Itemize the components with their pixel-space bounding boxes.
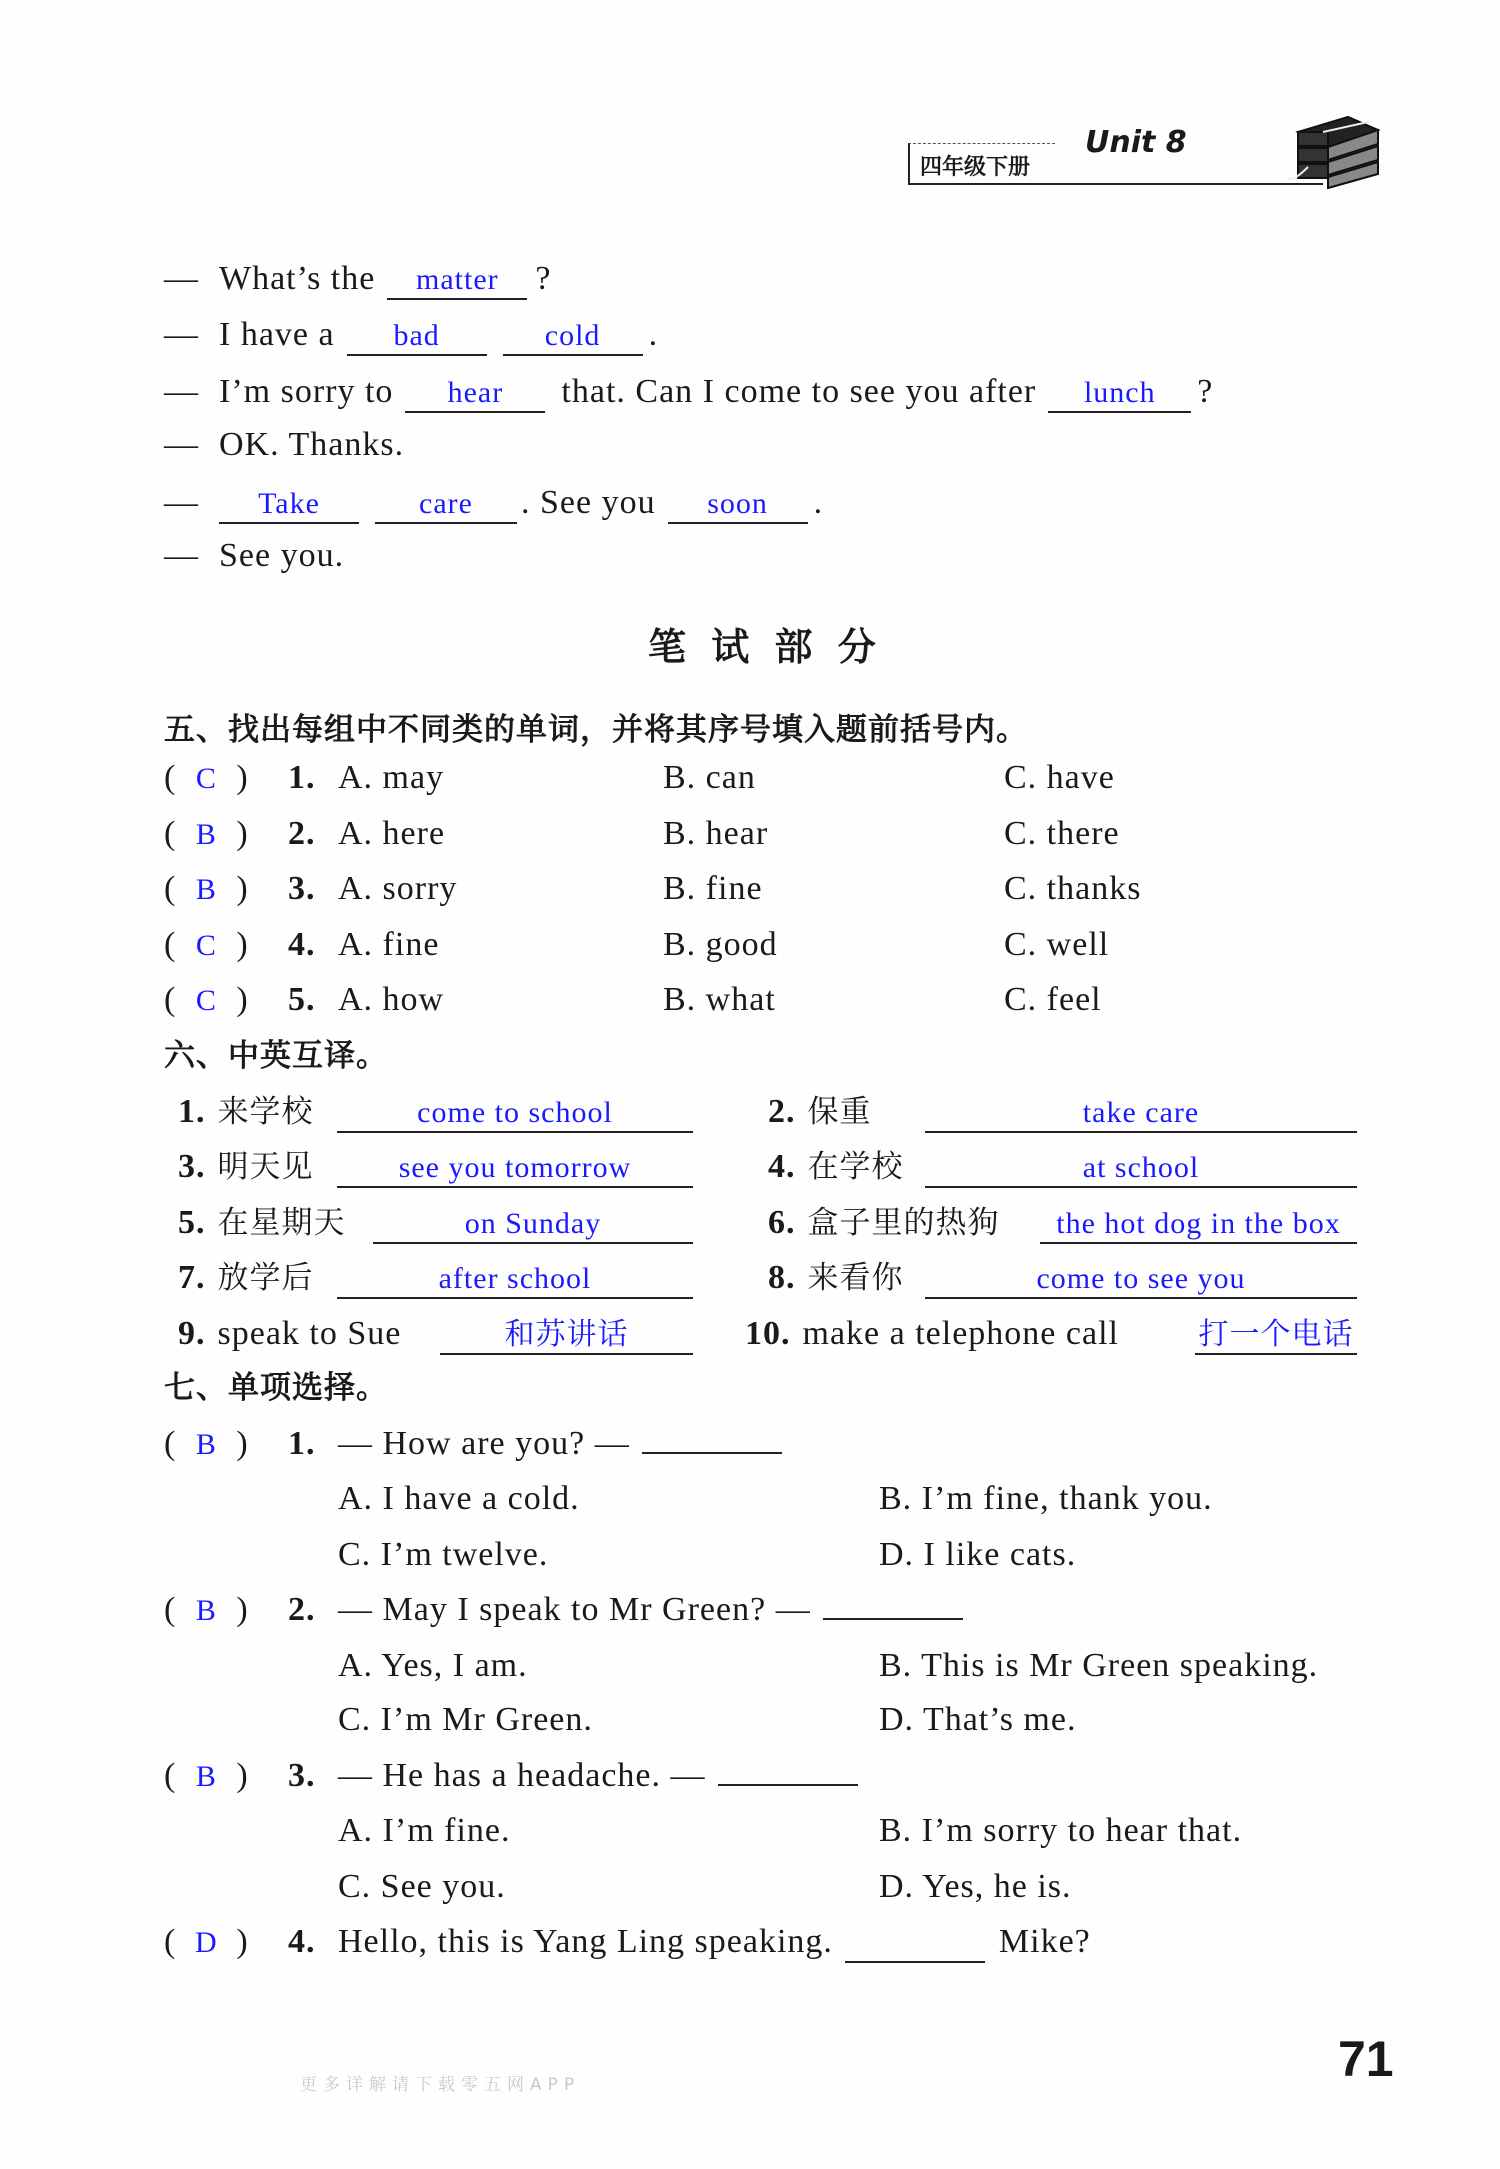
- sec7-question: ( B ) 3. — He has a headache. —: [164, 1756, 858, 1797]
- answer-blank: Take: [219, 486, 359, 524]
- option-c: C. have: [1004, 759, 1115, 796]
- sec7-option: [879, 1535, 1076, 1575]
- option-d: D. I like cats.: [879, 1536, 1077, 1573]
- prompt: 来学校: [217, 1094, 314, 1130]
- sec6-item: [178, 1147, 314, 1187]
- prompt: make a telephone call: [802, 1315, 1119, 1352]
- question-text: — How are you? —: [338, 1425, 630, 1462]
- unit-label: Unit 8: [1085, 125, 1187, 160]
- section-7-heading: [164, 1368, 388, 1408]
- option-c: C. thanks: [1004, 870, 1142, 907]
- sec6-answer: [925, 1147, 1357, 1188]
- sec6-answer: [337, 1092, 693, 1133]
- sec5-item: ( B ) 3. A. sorry: [164, 869, 457, 910]
- section-title-row: [648, 627, 882, 670]
- option-c: C. I’m twelve.: [338, 1536, 549, 1573]
- option-b: B. I’m fine, thank you.: [879, 1480, 1213, 1517]
- dialogue-line: [164, 536, 344, 576]
- sec6-answer: [1195, 1314, 1357, 1355]
- sec6-item: [768, 1203, 1000, 1243]
- item-number: 3.: [178, 1148, 206, 1185]
- option-b: B. I’m sorry to hear that.: [879, 1812, 1243, 1849]
- sec6-answer: [373, 1203, 693, 1244]
- question-text: Hello, this is Yang Ling speaking.: [338, 1923, 833, 1960]
- prompt: 在学校: [807, 1149, 904, 1185]
- answer-letter: B: [195, 1428, 217, 1461]
- item-number: 1.: [178, 1093, 206, 1130]
- translation-answer: after school: [337, 1261, 693, 1299]
- sec6-item: [178, 1258, 314, 1298]
- option-b: B. hear: [663, 815, 769, 852]
- option-c: C. See you.: [338, 1868, 506, 1905]
- dash: —: [164, 260, 199, 297]
- dialogue-line: [164, 259, 551, 300]
- sec6-answer: [337, 1147, 693, 1188]
- item-number: 10.: [745, 1315, 791, 1352]
- translation-answer: at school: [925, 1150, 1357, 1188]
- option-c: C. feel: [1004, 981, 1102, 1018]
- translation-answer: come to see you: [925, 1261, 1357, 1299]
- answer-blank: hear: [405, 375, 545, 413]
- item-number: 4.: [288, 926, 316, 963]
- translation-answer: on Sunday: [373, 1206, 693, 1244]
- option-b: B. This is Mr Green speaking.: [879, 1647, 1319, 1684]
- answer-letter: B: [195, 1760, 217, 1793]
- sec5-option-b: [663, 980, 776, 1020]
- sec7-option: [879, 1479, 1213, 1519]
- option-b: B. fine: [663, 870, 763, 907]
- answer-blank: matter: [387, 262, 527, 300]
- sec7-option: [879, 1811, 1242, 1851]
- item-number: 5.: [288, 981, 316, 1018]
- option-a: A. sorry: [338, 870, 458, 907]
- watermark: 更多详解请下载零五网APP: [300, 2075, 581, 2095]
- answer-blank: cold: [503, 318, 643, 356]
- answer-blank: bad: [347, 318, 487, 356]
- option-a: A. I’m fine.: [338, 1812, 511, 1849]
- item-number: 7.: [178, 1259, 206, 1296]
- sec6-answer: [337, 1258, 693, 1299]
- prompt: speak to Sue: [217, 1315, 402, 1352]
- books-icon: [1288, 112, 1383, 190]
- dialogue-text: What’s the: [219, 260, 376, 297]
- translation-answer: the hot dog in the box: [1040, 1206, 1357, 1244]
- sec6-answer: [1040, 1203, 1357, 1244]
- prompt: 盒子里的热狗: [807, 1205, 1000, 1241]
- punct: ?: [1197, 373, 1214, 410]
- dialogue-text: . See you: [521, 484, 656, 521]
- sec7-option: [879, 1646, 1318, 1686]
- page-number: 71: [1338, 2031, 1394, 2087]
- sec7-question: ( D ) 4. Hello, this is Yang Ling speaking. Mike?: [164, 1922, 1091, 1963]
- sec6-item: [745, 1314, 1119, 1354]
- section-6-heading: [164, 1036, 388, 1076]
- option-a: A. may: [338, 759, 445, 796]
- sec6-answer: [925, 1258, 1357, 1299]
- answer-letter: C: [195, 762, 217, 795]
- option-a: A. here: [338, 815, 446, 852]
- sec7-option: [338, 1867, 506, 1907]
- section-heading: 五、找出每组中不同类的单词，并将其序号填入题前括号内。: [164, 712, 1028, 748]
- section-heading: 七、单项选择。: [164, 1370, 388, 1406]
- punct: .: [648, 316, 659, 353]
- sec6-item: [178, 1203, 346, 1243]
- translation-answer: 和苏讲话: [440, 1317, 693, 1355]
- prompt: 放学后: [217, 1260, 314, 1296]
- sec5-option-c: [1004, 925, 1109, 965]
- question-blank: [823, 1618, 963, 1620]
- sec7-option: [338, 1700, 593, 1740]
- translation-answer: take care: [925, 1095, 1357, 1133]
- sec7-option: [338, 1479, 580, 1519]
- sec5-option-b: [663, 758, 756, 798]
- question-text: Mike?: [998, 1923, 1091, 1960]
- sec6-item: [768, 1147, 904, 1187]
- item-number: 4.: [768, 1148, 796, 1185]
- sec5-item: ( C ) 4. A. fine: [164, 925, 439, 966]
- item-number: 2.: [288, 1591, 316, 1628]
- option-a: A. Yes, I am.: [338, 1647, 528, 1684]
- prompt: 在星期天: [217, 1205, 346, 1241]
- sec5-item: ( C ) 1. A. may: [164, 758, 444, 799]
- item-number: 8.: [768, 1259, 796, 1296]
- sec7-option: [338, 1646, 528, 1686]
- question-text: — He has a headache. —: [338, 1757, 706, 1794]
- option-b: B. what: [663, 981, 776, 1018]
- answer-letter: D: [194, 1926, 218, 1959]
- punct: ?: [535, 260, 552, 297]
- sec6-item: [768, 1258, 904, 1298]
- answer-letter: C: [195, 929, 217, 962]
- dash: —: [164, 316, 199, 353]
- dialogue-line: [164, 425, 404, 465]
- option-b: B. good: [663, 926, 778, 963]
- dialogue-line: [164, 315, 658, 356]
- sec7-option: [879, 1867, 1072, 1907]
- header-rule: [908, 183, 1323, 185]
- translation-answer: 打一个电话: [1195, 1317, 1357, 1355]
- sec6-item: [178, 1314, 401, 1354]
- sec6-item: [178, 1092, 314, 1132]
- item-number: 5.: [178, 1204, 206, 1241]
- answer-blank: lunch: [1048, 375, 1191, 413]
- option-a: A. how: [338, 981, 445, 1018]
- section-title: 笔 试 部 分: [648, 625, 882, 669]
- item-number: 2.: [768, 1093, 796, 1130]
- dash: —: [164, 537, 199, 574]
- dialogue-line: [164, 372, 1213, 413]
- dash: —: [164, 426, 199, 463]
- option-c: C. I’m Mr Green.: [338, 1701, 593, 1738]
- answer-letter: B: [195, 873, 217, 906]
- sec5-option-b: [663, 925, 778, 965]
- sec6-answer: [925, 1092, 1357, 1133]
- option-d: D. That’s me.: [879, 1701, 1077, 1738]
- dialogue-line: [164, 483, 823, 524]
- item-number: 6.: [768, 1204, 796, 1241]
- option-a: A. I have a cold.: [338, 1480, 580, 1517]
- prompt: 来看你: [807, 1260, 904, 1296]
- sec5-option-c: [1004, 980, 1102, 1020]
- sec7-option: [338, 1811, 511, 1851]
- dialogue-text: that. Can I come to see you after: [561, 373, 1037, 410]
- option-c: C. well: [1004, 926, 1110, 963]
- item-number: 2.: [288, 815, 316, 852]
- question-blank: [718, 1784, 858, 1786]
- dialogue-text: I have a: [219, 316, 335, 353]
- sec6-answer: [440, 1314, 693, 1355]
- item-number: 1.: [288, 759, 316, 796]
- sec5-item: ( C ) 5. A. how: [164, 980, 444, 1021]
- sec5-option-c: [1004, 869, 1141, 909]
- item-number: 3.: [288, 1757, 316, 1794]
- translation-answer: come to school: [337, 1095, 693, 1133]
- sec5-option-b: [663, 814, 768, 854]
- section-5-heading: [164, 710, 1028, 750]
- option-c: C. there: [1004, 815, 1120, 852]
- option-b: B. can: [663, 759, 756, 796]
- sec5-option-c: [1004, 814, 1120, 854]
- answer-letter: B: [195, 1594, 217, 1627]
- item-number: 4.: [288, 1923, 316, 1960]
- prompt: 保重: [807, 1094, 872, 1130]
- prompt: 明天见: [217, 1149, 314, 1185]
- answer-blank: soon: [668, 486, 808, 524]
- question-blank: [642, 1452, 782, 1454]
- dialogue-text: I’m sorry to: [219, 373, 394, 410]
- item-number: 1.: [288, 1425, 316, 1462]
- translation-answer: see you tomorrow: [337, 1150, 693, 1188]
- sec7-option: [879, 1700, 1076, 1740]
- sec5-item: ( B ) 2. A. here: [164, 814, 445, 855]
- option-d: D. Yes, he is.: [879, 1868, 1072, 1905]
- sec7-question: ( B ) 2. — May I speak to Mr Green? —: [164, 1590, 963, 1631]
- answer-letter: C: [195, 984, 217, 1017]
- section-heading: 六、中英互译。: [164, 1038, 388, 1074]
- dialogue-text: OK. Thanks.: [219, 426, 405, 463]
- item-number: 9.: [178, 1315, 206, 1352]
- dash: —: [164, 484, 199, 521]
- question-text: — May I speak to Mr Green? —: [338, 1591, 811, 1628]
- option-a: A. fine: [338, 926, 440, 963]
- sec6-item: [768, 1092, 872, 1132]
- grade-label: 四年级下册: [920, 155, 1031, 180]
- sec7-option: [338, 1535, 548, 1575]
- dialogue-text: See you.: [219, 537, 345, 574]
- sec5-option-c: [1004, 758, 1115, 798]
- item-number: 3.: [288, 870, 316, 907]
- answer-blank: care: [375, 486, 517, 524]
- answer-letter: B: [195, 818, 217, 851]
- punct: .: [813, 484, 824, 521]
- dash: —: [164, 373, 199, 410]
- sec5-option-b: [663, 869, 763, 909]
- question-blank: [845, 1925, 985, 1963]
- sec7-question: ( B ) 1. — How are you? —: [164, 1424, 782, 1465]
